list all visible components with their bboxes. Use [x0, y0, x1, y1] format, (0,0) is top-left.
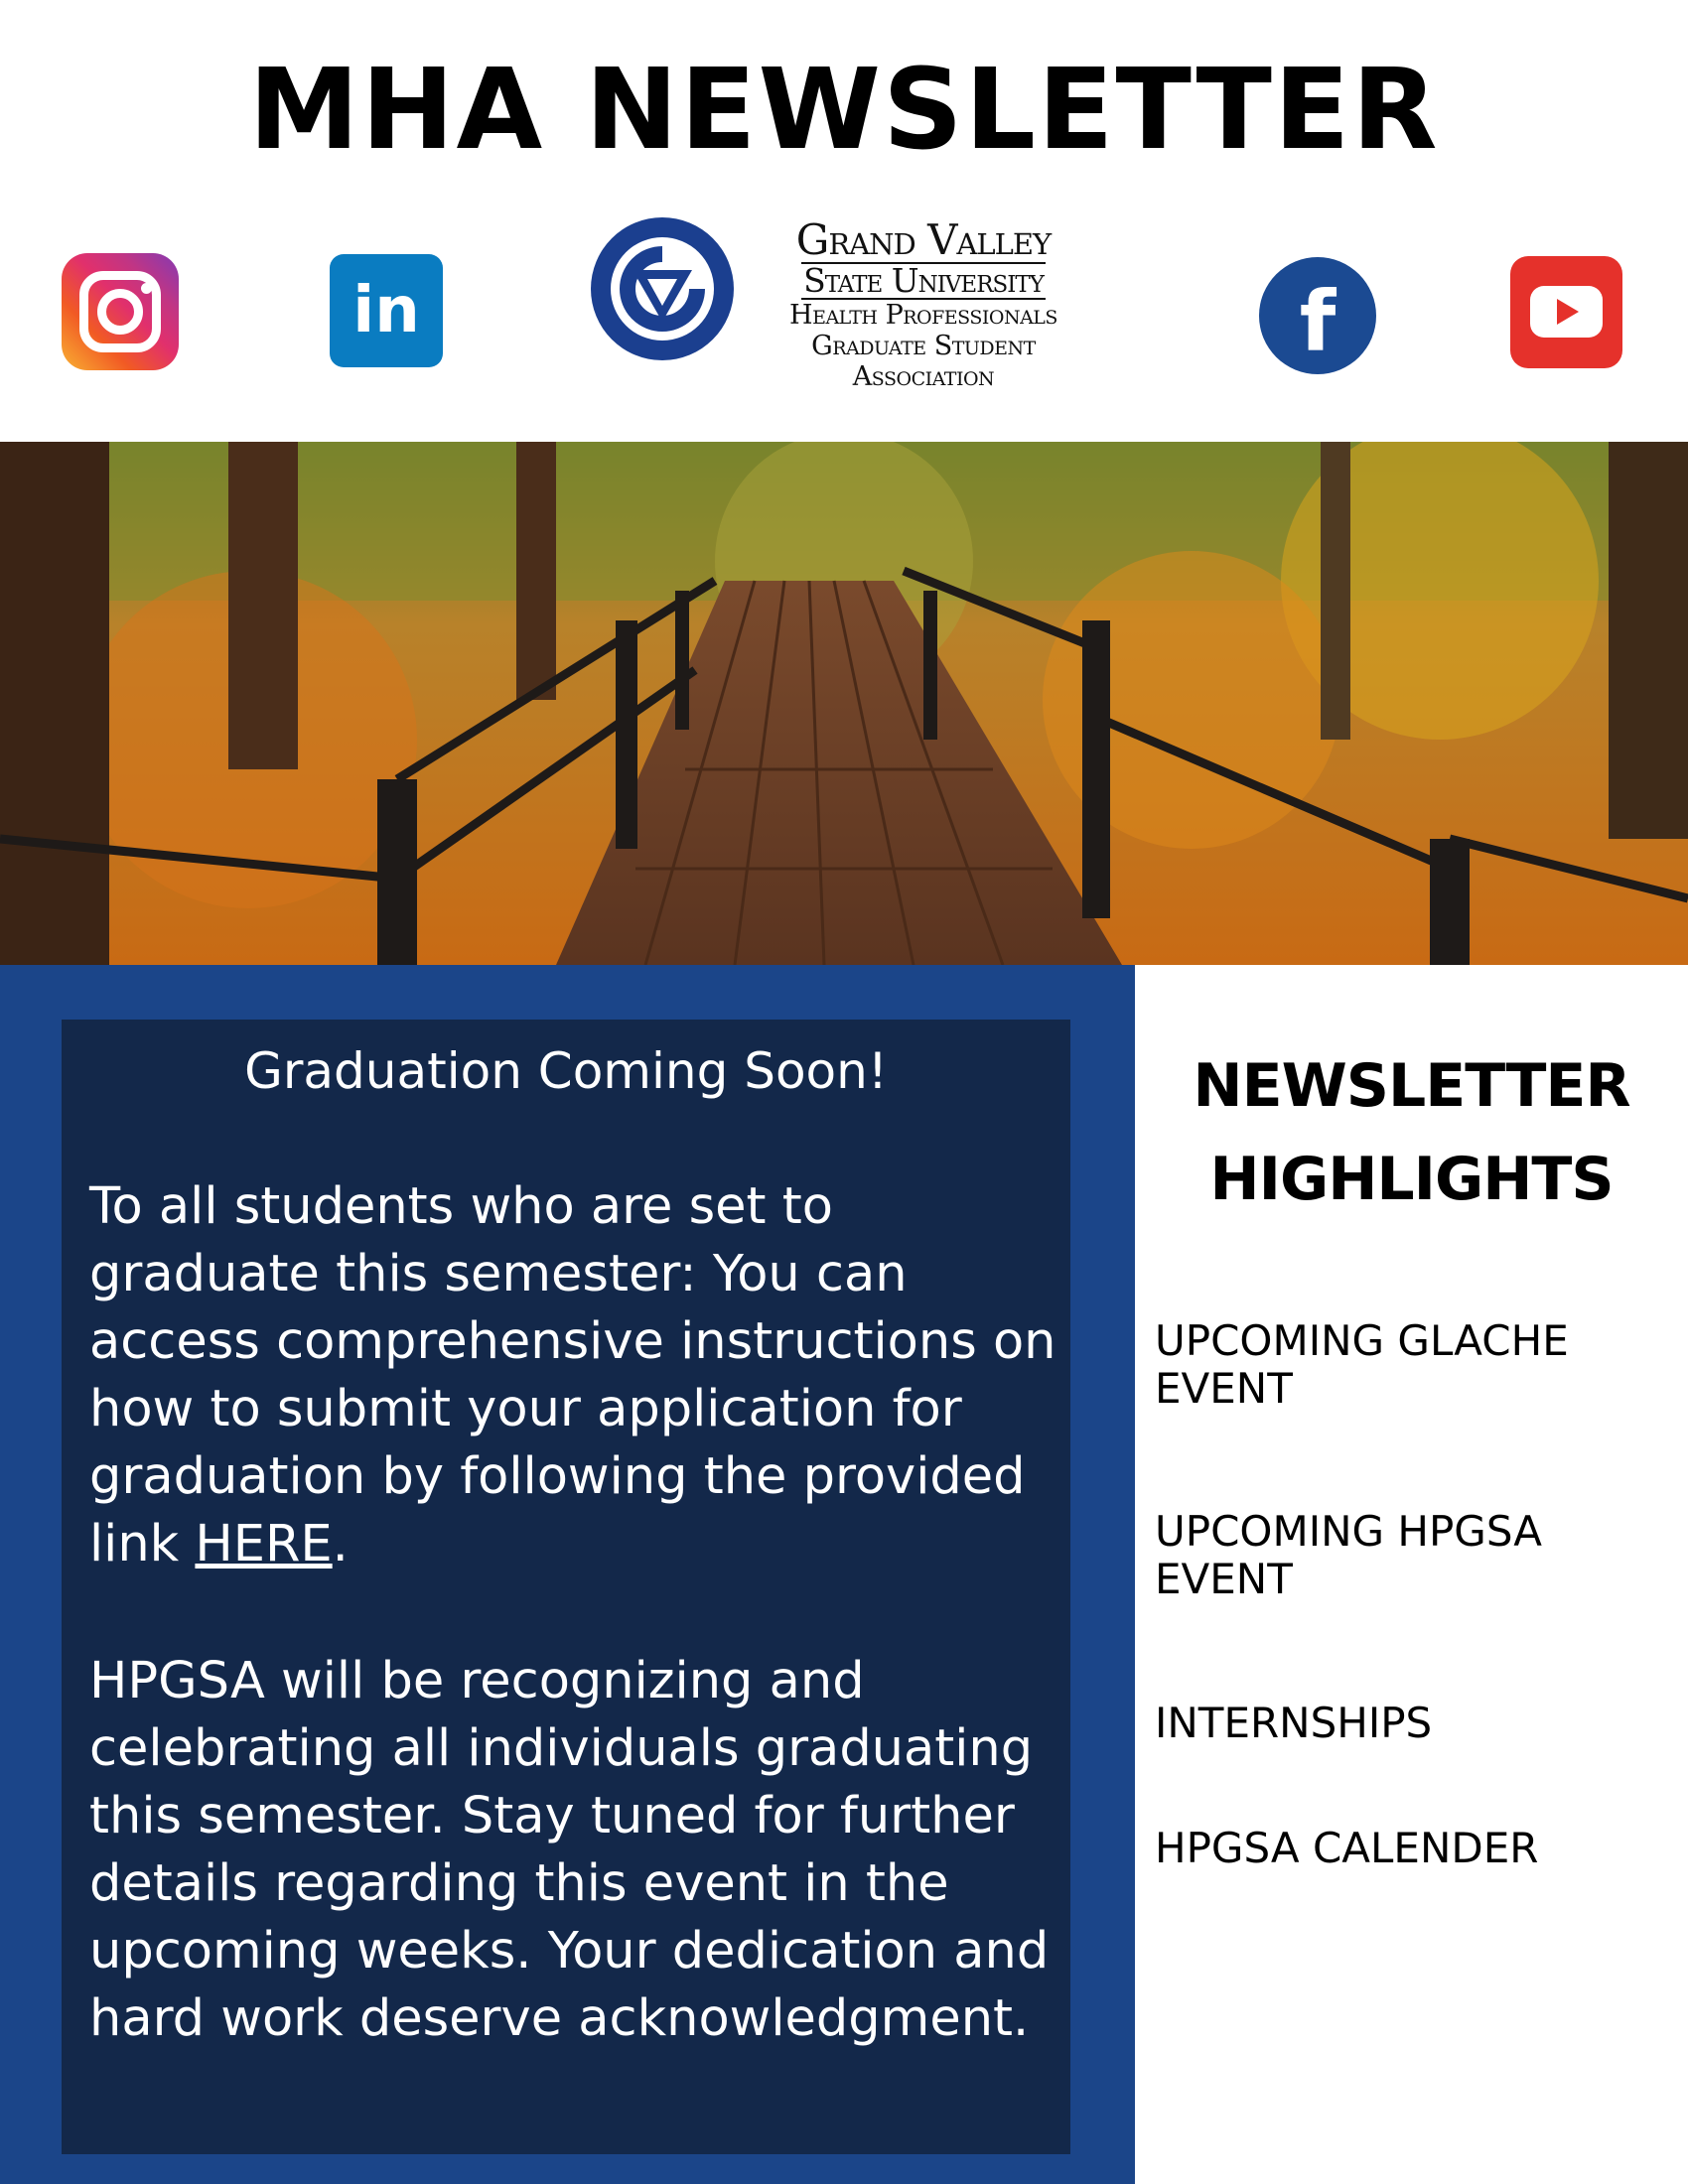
youtube-play-triangle: [1557, 299, 1579, 325]
facebook-glyph: f: [1299, 273, 1336, 370]
logo-line-graduate-student: Graduate Student: [811, 331, 1036, 361]
highlight-item-line: HPGSA CALENDER: [1155, 1824, 1539, 1872]
facebook-icon[interactable]: [1259, 257, 1376, 374]
instagram-lens: [97, 289, 143, 335]
highlights-title-line-1: NEWSLETTER: [1193, 1051, 1630, 1121]
gvsu-logo-mark-icon: [588, 214, 737, 363]
instagram-dot: [141, 283, 152, 294]
logo-line-association: Association: [852, 361, 995, 392]
highlight-item-calendar[interactable]: [1155, 1825, 1671, 1872]
announcement-paragraph-2: HPGSA will be recognizing and celebrating all individuals graduating this semester. Stay tuned for further details regarding this event in the upcoming weeks. Your dedication and hard work deserve acknowledgment.: [89, 1652, 1050, 2048]
highlight-item-glache-event[interactable]: [1155, 1317, 1671, 1413]
highlight-item-line: UPCOMING GLACHE: [1155, 1316, 1569, 1365]
announcement-paragraph-1: [89, 1173, 1062, 1578]
graduation-application-link[interactable]: HERE: [195, 1515, 333, 1573]
linkedin-icon[interactable]: [330, 254, 443, 367]
highlight-item-line: EVENT: [1155, 1364, 1293, 1413]
highlight-item-line: INTERNSHIPS: [1155, 1699, 1433, 1747]
logo-line-grand-valley: Grand Valley: [795, 215, 1052, 264]
paragraph-1-end: .: [332, 1515, 349, 1573]
highlights-title: [1135, 1039, 1688, 1226]
highlight-item-hpgsa-event[interactable]: [1155, 1508, 1671, 1603]
hero-image: [0, 442, 1688, 965]
highlights-title-line-2: HIGHLIGHTS: [1209, 1145, 1614, 1214]
graduation-announcement: [62, 1020, 1070, 2154]
highlight-item-line: EVENT: [1155, 1555, 1293, 1603]
instagram-icon[interactable]: [62, 253, 179, 370]
newsletter-header: [0, 0, 1688, 442]
announcement-heading: Graduation Coming Soon!: [244, 1042, 888, 1100]
logo-line-state-university: State University: [803, 261, 1044, 300]
newsletter-title: MHA NEWSLETTER: [248, 46, 1440, 175]
linkedin-glyph: in: [352, 274, 420, 347]
paragraph-1-text: To all students who are set to graduate this semester: You can access comprehensive instructions on how to submit your application for graduation by following the provided link: [89, 1177, 1056, 1573]
newsletter-highlights: [1135, 965, 1688, 2184]
highlight-item-internships[interactable]: [1155, 1700, 1671, 1747]
logo-line-health-professionals: Health Professionals: [789, 300, 1057, 331]
highlight-item-line: UPCOMING HPGSA: [1155, 1507, 1543, 1556]
gvsu-hpgsa-logo: [588, 214, 1094, 413]
logo-wordmark: [745, 215, 1102, 392]
autumn-boardwalk-image: [0, 442, 1688, 965]
youtube-icon[interactable]: [1510, 256, 1622, 368]
